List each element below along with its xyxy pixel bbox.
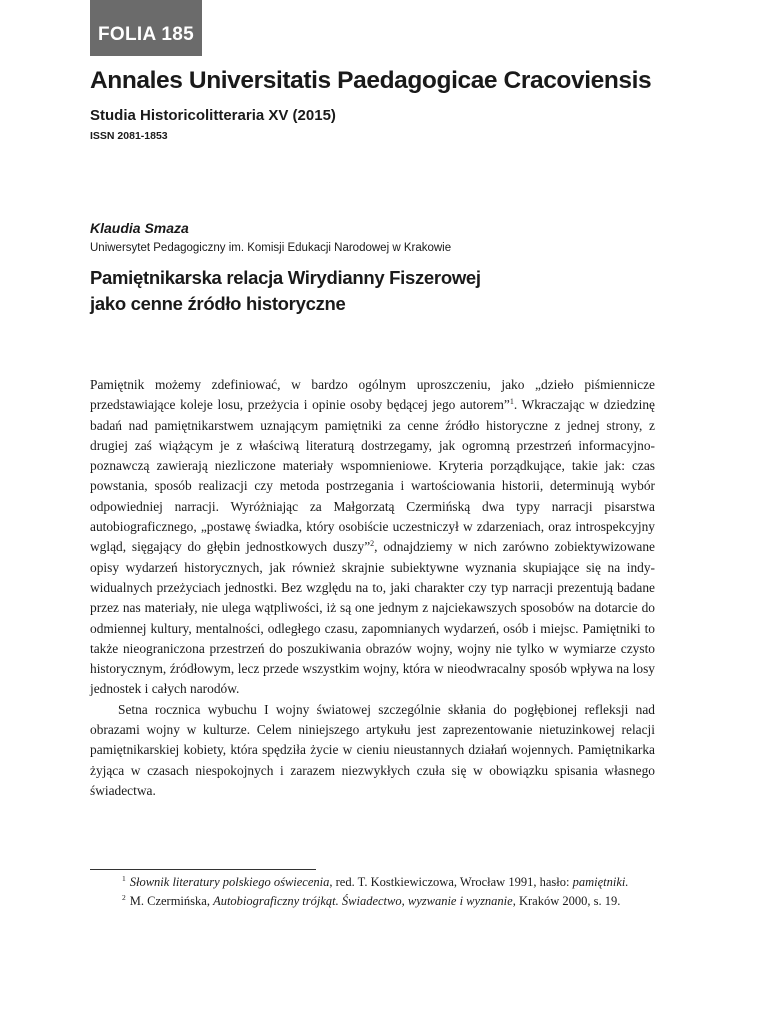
paragraph-text: . Wkraczając w dziedzinę badań nad pamiętnikarstwem uznającym pamiętniki za cenne źródło historyczne z jednej strony, z drugiej zaś wiążącym je z właściwą literaturą dostrzegamy, jak ogromną przestrzeń informacyjno-poznawczą zawierają niezliczone materiały wspomnieniowe. Kryteria porządkujące, takie jak: czas powstania, sposób realizacji czy metoda postrzegania i wartościowania historii, determinują wybór odpowiedniej narracji. Wyróżniając za Małgorzatą Czermińską dwa typy narracji pisarstwa autobiograficznego, „postawę świadka, który osobiście uczestniczył w zdarzeniach, oraz introspekcyjny wgląd, sięgający do głębin jednostkowych duszy” — [90, 397, 655, 555]
issn-number: ISSN 2081-1853 — [90, 130, 168, 142]
article-title — [90, 265, 650, 317]
article-title-line-1: Pamiętnikarska relacja Wirydianny Fiszerowej — [90, 267, 481, 288]
article-title-line-2: jako cenne źródło historyczne — [90, 293, 346, 314]
author-name: Klaudia Smaza — [90, 220, 189, 236]
footnote-number: 1 — [122, 874, 126, 883]
footnote-2 — [90, 892, 655, 911]
footnote-title: Słownik literatury polskiego oświecenia — [129, 875, 330, 889]
footnote-title: Autobiograficzny trójkąt. Świadectwo, wyzwanie i wyznanie — [213, 893, 513, 908]
body-paragraph-2: Setna rocznica wybuchu I wojny światowej szczególnie skłania do pogłębionej refleksji nad obrazami wojny w kulturze. Celem niniejszego artykułu jest zaprezentowanie nietuzinkowej relacji pamiętnikarskiej kobiety, która spędziła życie w cieniu nieustannych działań wojennych. Pamiętnikarka żyjąca w czasach niespokojnych i zarazem niezwykłych czuła się w obowiązku spisania własnego świadectwa. — [90, 701, 655, 798]
author-affiliation: Uniwersytet Pedagogiczny im. Komisji Edukacji Narodowej w Krakowie — [90, 242, 452, 254]
footnote-text: , Kraków 2000, s. 19. — [512, 893, 621, 908]
article-body — [90, 375, 655, 801]
series-title: Studia Historicolitteraria XV (2015) — [90, 107, 336, 124]
footnote-author: M. Czermińska, — [129, 893, 214, 908]
footnote-1 — [90, 873, 655, 892]
paragraph-text: Pamiętnik możemy zdefiniować, w bardzo ogólnym uproszczeniu, jako „dzieło piśmiennicze przedstawiające koleje losu, przeżycia i opinie osoby będącej jego autorem” — [90, 377, 655, 413]
footnote-ref-1[interactable]: 1 — [509, 397, 514, 407]
footnotes — [90, 873, 655, 910]
footnote-keyword: pamiętniki. — [572, 875, 629, 889]
footnote-ref-2[interactable]: 2 — [370, 539, 375, 549]
footnote-number: 2 — [122, 892, 126, 902]
body-paragraph-1 — [90, 375, 655, 700]
paragraph-text: , odnajdziemy w nich zarówno zobiektywizowane opisy wydarzeń historycznych, jak również skrajnie subiektywne wyznania skupiające się na indywidualnych przeżyciach jednostki. Bez względu na to, jaki charakter czy typ narracji prezentują badane przez nas materiały, nie ulega wątpliwości, iż są one jednym z najciekawszych sposobów na dotarcie do odmiennej kultury, mentalności, odległego czasu, zapomnianych wydarzeń, osób i miejsc. Pamiętniki to także nieograniczona przestrzeń do poszukiwania obrazów wojny, wojny nie tylko w wymiarze czysto historycznym, źródłowym, lecz przede wszystkim wojny, która w nieodwracalny sposób wpływa na losy jednostek i całych narodów. — [90, 539, 655, 697]
footnote-text: , red. T. Kostkiewiczowa, Wrocław 1991, hasło: — [329, 875, 573, 889]
footnote-separator — [90, 869, 316, 870]
journal-title: Annales Universitatis Paedagogicae Cracoviensis — [90, 67, 652, 94]
journal-folia-badge: FOLIA 185 — [90, 0, 202, 56]
